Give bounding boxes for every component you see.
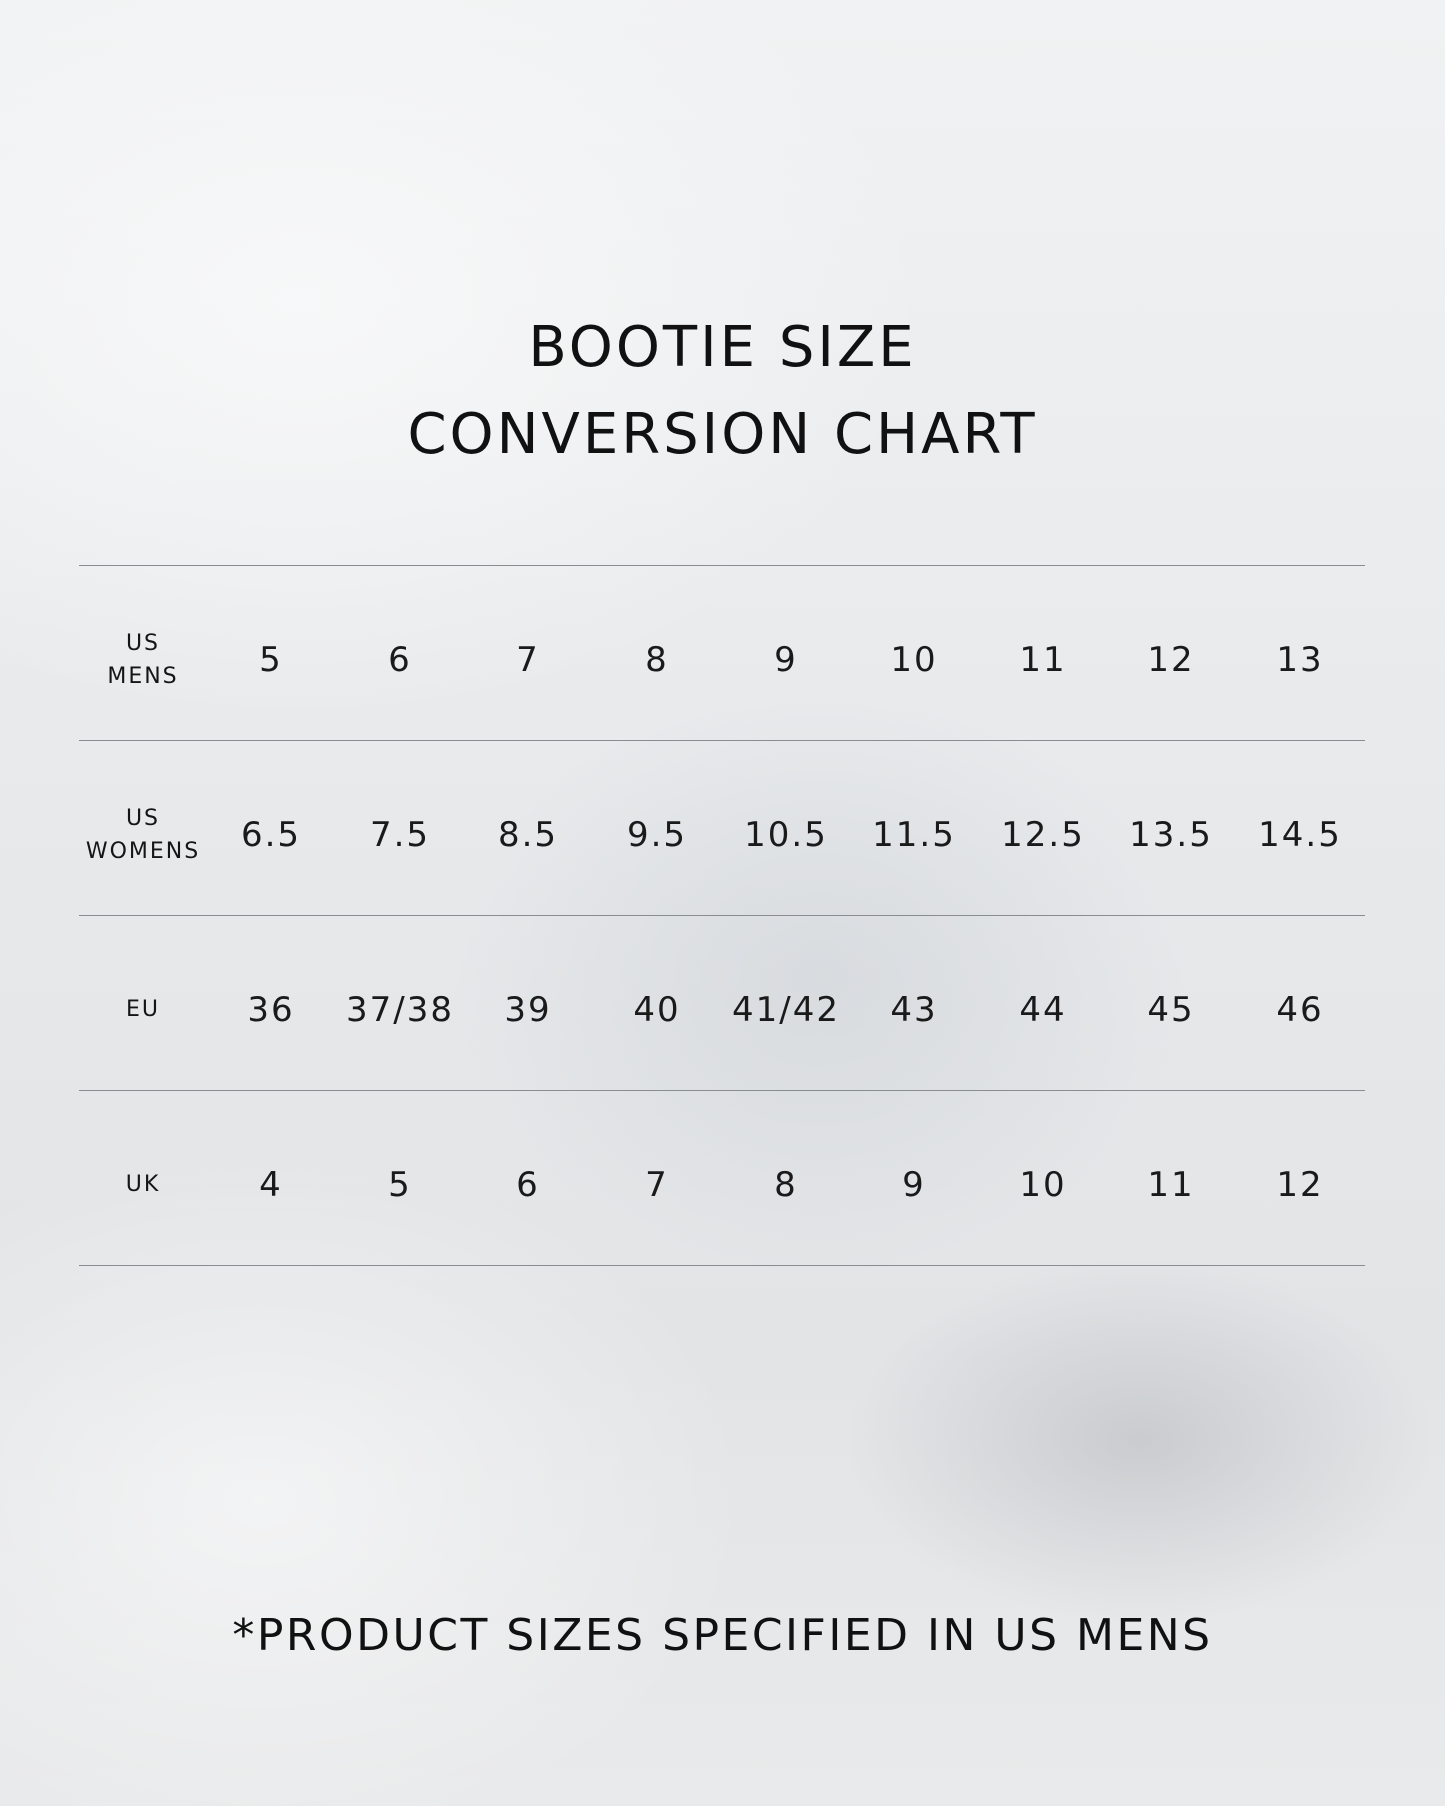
table-row-us-mens <box>79 572 1365 747</box>
table-rule-bottom <box>79 1265 1365 1266</box>
size-cell: 12 <box>1147 639 1195 680</box>
table-row-uk <box>79 1097 1365 1272</box>
size-cell: 9 <box>774 639 798 680</box>
size-cell: 45 <box>1147 989 1195 1030</box>
row-label-us-mens <box>79 572 207 747</box>
row-label-us-womens <box>79 747 207 922</box>
size-cell: 11 <box>1147 1164 1195 1205</box>
size-cell: 46 <box>1276 989 1324 1030</box>
size-cell: 9.5 <box>626 814 688 855</box>
size-cell: 8 <box>645 639 669 680</box>
size-cell: 11.5 <box>872 814 956 855</box>
table-rule <box>79 740 1365 741</box>
table-rule <box>79 1090 1365 1091</box>
size-cell: 4 <box>259 1164 283 1205</box>
size-cell: 37/38 <box>346 989 454 1030</box>
row-label-line: WOMENS <box>85 838 201 864</box>
size-cell: 39 <box>504 989 552 1030</box>
row-label-uk <box>79 1097 207 1272</box>
row-label-eu <box>79 922 207 1097</box>
size-cell: 14.5 <box>1258 814 1342 855</box>
size-cell: 5 <box>259 639 283 680</box>
size-cell: 13 <box>1276 639 1324 680</box>
row-label-line: US <box>125 630 161 656</box>
size-cell: 6.5 <box>240 814 302 855</box>
row-label-line: UK <box>125 1172 161 1197</box>
size-cell: 12.5 <box>1001 814 1085 855</box>
size-cell: 44 <box>1019 989 1067 1030</box>
size-cell: 43 <box>890 989 938 1030</box>
size-cell: 10.5 <box>744 814 828 855</box>
footnote: *PRODUCT SIZES SPECIFIED IN US MENS <box>232 1610 1213 1661</box>
size-cell: 11 <box>1019 639 1067 680</box>
size-cell: 6 <box>388 639 412 680</box>
table-row-eu <box>79 922 1365 1097</box>
size-cell: 7 <box>645 1164 669 1205</box>
row-label-line: MENS <box>107 663 179 689</box>
size-cell: 12 <box>1276 1164 1324 1205</box>
size-cell: 36 <box>247 989 295 1030</box>
size-cell: 13.5 <box>1129 814 1213 855</box>
row-label-line: US <box>125 805 161 831</box>
size-cell: 8 <box>774 1164 798 1205</box>
size-cell: 9 <box>902 1164 926 1205</box>
table-rule <box>79 915 1365 916</box>
size-cell: 10 <box>1019 1164 1067 1205</box>
size-cell: 7 <box>516 639 540 680</box>
size-cell: 41/42 <box>732 989 840 1030</box>
chart-title-line-2: CONVERSION CHART <box>407 402 1038 467</box>
row-label-line: EU <box>125 997 160 1022</box>
size-cell: 40 <box>633 989 681 1030</box>
table-row-us-womens <box>79 747 1365 922</box>
size-cell: 5 <box>388 1164 412 1205</box>
size-cell: 8.5 <box>497 814 559 855</box>
table-rule-top <box>79 565 1365 566</box>
size-cell: 6 <box>516 1164 540 1205</box>
size-cell: 10 <box>890 639 938 680</box>
chart-title-line-1: BOOTIE SIZE <box>528 315 917 380</box>
size-cell: 7.5 <box>369 814 431 855</box>
